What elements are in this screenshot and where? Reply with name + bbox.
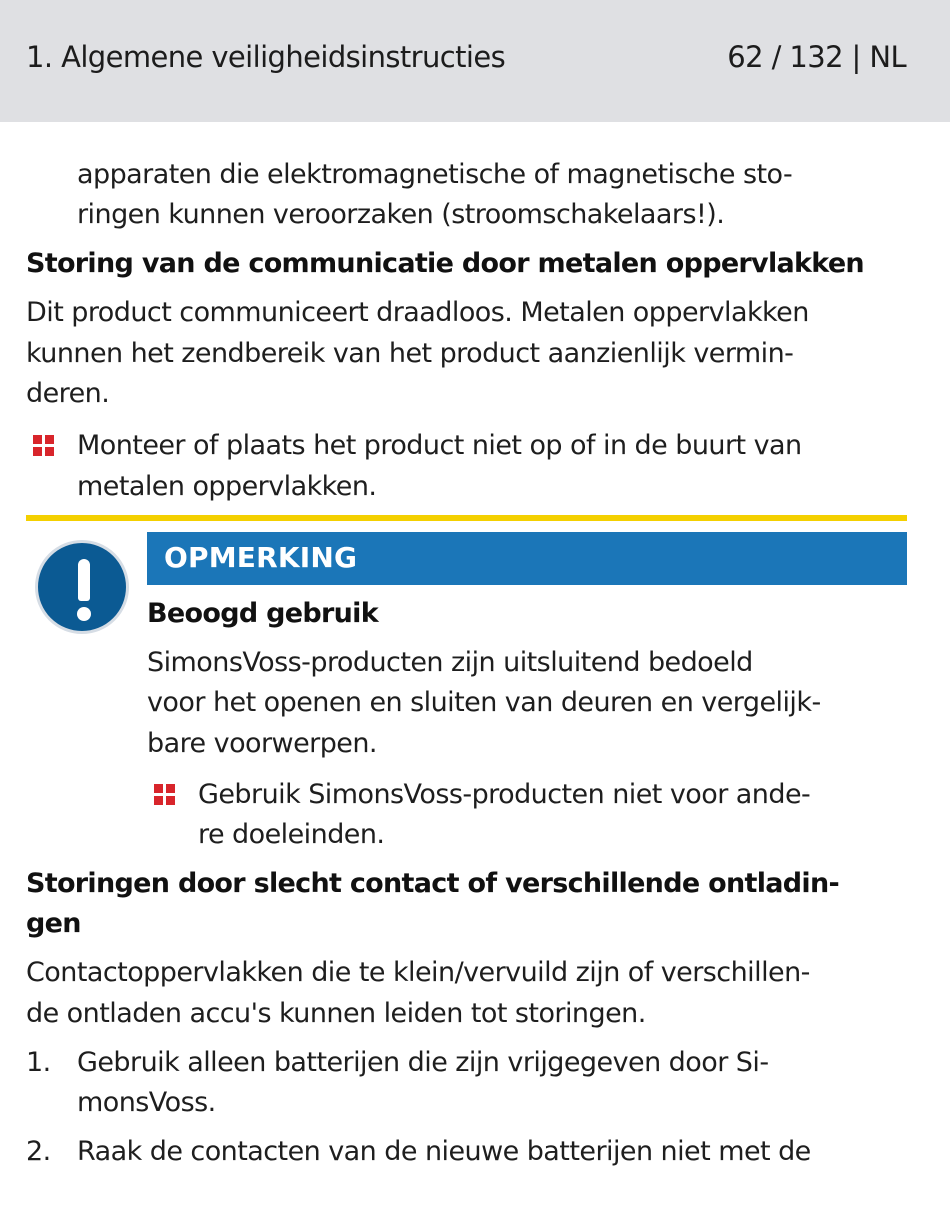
bullet-icon xyxy=(154,784,176,806)
intro-line: apparaten die elektromagnetische of magnetische sto- xyxy=(77,159,793,190)
section-heading: Storingen door slecht contact of verschillende ontladin- xyxy=(26,868,840,899)
page-number: 62 / 132 | NL xyxy=(727,40,906,74)
paragraph-line: Dit product communiceert draadloos. Metalen oppervlakken xyxy=(26,297,809,328)
notice-label: OPMERKING xyxy=(164,541,358,574)
notice-rule xyxy=(26,515,907,521)
bullet-line: re doeleinden. xyxy=(198,819,385,850)
bullet-line: metalen oppervlakken. xyxy=(77,471,377,502)
section-heading: gen xyxy=(26,908,81,939)
paragraph-line: Contactoppervlakken die te klein/vervuild zijn of verschillen- xyxy=(26,957,810,988)
notice-heading: Beoogd gebruik xyxy=(147,598,378,629)
step-line: monsVoss. xyxy=(77,1087,216,1118)
notice-line: SimonsVoss-producten zijn uitsluitend bedoeld xyxy=(147,647,753,678)
exclamation-icon xyxy=(35,540,129,634)
notice-label-bar xyxy=(147,532,907,585)
paragraph-line: de ontladen accu's kunnen leiden tot storingen. xyxy=(26,998,646,1029)
step-line: Gebruik alleen batterijen die zijn vrijgegeven door Si- xyxy=(77,1047,769,1078)
paragraph-line: deren. xyxy=(26,378,110,409)
paragraph-line: kunnen het zendbereik van het product aanzienlijk vermin- xyxy=(26,338,794,369)
step-number: 2. xyxy=(26,1136,51,1167)
bullet-icon xyxy=(33,435,55,457)
step-number: 1. xyxy=(26,1047,51,1078)
section-heading: Storing van de communicatie door metalen oppervlakken xyxy=(26,248,864,279)
intro-line: ringen kunnen veroorzaken (stroomschakelaars!). xyxy=(77,199,725,230)
chapter-title: 1. Algemene veiligheidsinstructies xyxy=(26,40,506,74)
bullet-line: Monteer of plaats het product niet op of in de buurt van xyxy=(77,430,802,461)
step-line: Raak de contacten van de nieuwe batterijen niet met de xyxy=(77,1136,811,1167)
bullet-line: Gebruik SimonsVoss-producten niet voor ande- xyxy=(198,779,811,810)
notice-line: bare voorwerpen. xyxy=(147,728,377,759)
notice-line: voor het openen en sluiten van deuren en vergelijk- xyxy=(147,687,821,718)
page-header xyxy=(0,0,950,122)
